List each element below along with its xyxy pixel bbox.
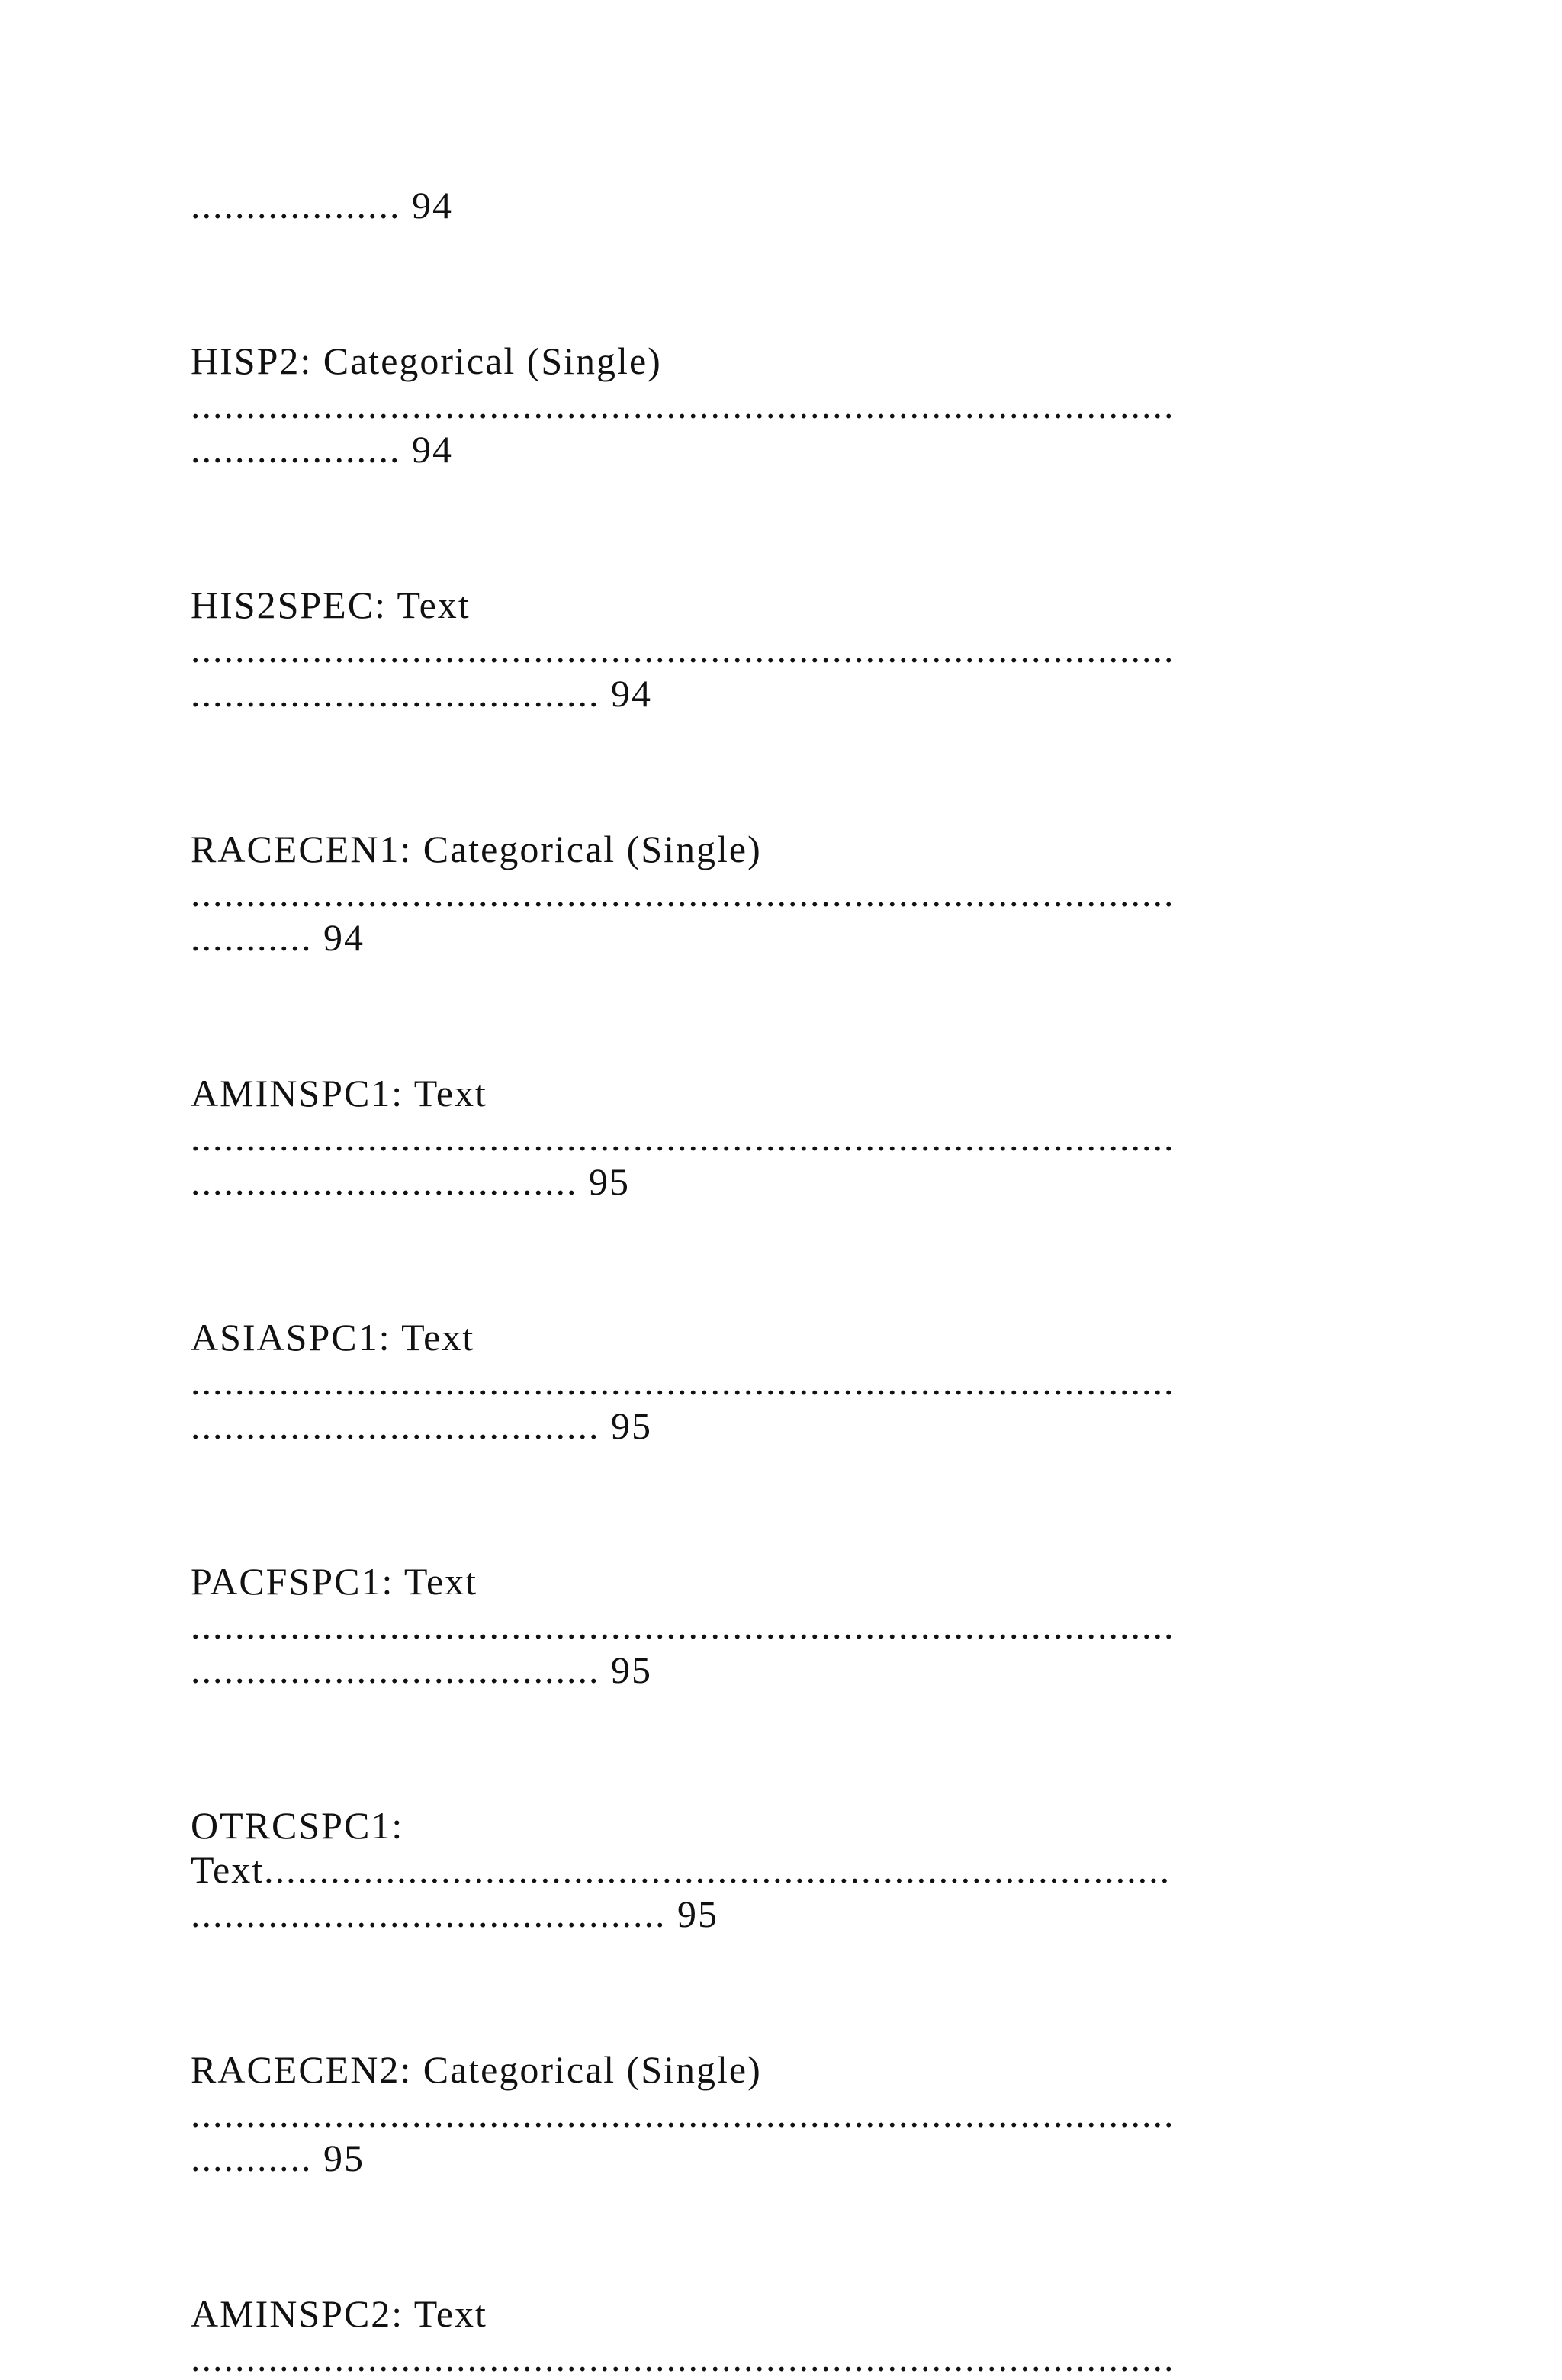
- toc-entry-title: AMINSPC1: Text: [191, 1072, 487, 1114]
- toc-spacer: [191, 1692, 1396, 1803]
- toc-entry-leader: .........................................................................................: [191, 384, 1175, 426]
- toc-entry-leader: .........................................................................................: [191, 1604, 1175, 1647]
- toc-entry-title: AMINSPC2: Text: [191, 2292, 487, 2335]
- toc-entry-leader: .........................................................................................: [191, 1116, 1175, 1159]
- toc-entry-page: ..................................... 94: [191, 672, 652, 715]
- toc-entry-page: ..................................... 95: [191, 1404, 652, 1447]
- toc-entry-title: ASIASPC1: Text: [191, 1316, 475, 1359]
- toc-entry-page: ........... 95: [191, 2137, 365, 2179]
- toc-entry-racecen2[interactable]: [191, 2047, 1396, 2180]
- toc-entry-page: ................................... 95: [191, 1160, 630, 1203]
- toc-entry-title: OTRCSPC1:: [191, 1804, 404, 1847]
- toc-spacer: [191, 716, 1396, 827]
- toc-entry-hisp2[interactable]: [191, 339, 1396, 471]
- toc-entry-aminspc1[interactable]: [191, 1071, 1396, 1204]
- toc-entry-page: ........... 94: [191, 916, 365, 959]
- toc-entry-title: RACECEN2: Categorical (Single): [191, 2048, 762, 2091]
- toc-entry-leader: .........................................................................................: [191, 872, 1175, 915]
- toc-spacer: [191, 1936, 1396, 2047]
- toc-entry-his2spec[interactable]: [191, 583, 1396, 716]
- toc-entry-leader: .........................................................................................: [191, 2337, 1175, 2379]
- toc-entry-leader: .........................................................................................: [191, 1360, 1175, 1403]
- toc-spacer: [191, 960, 1396, 1071]
- toc-entry-racecen1[interactable]: [191, 827, 1396, 960]
- toc-entry-page: ..................................... 95: [191, 1648, 652, 1691]
- toc-entry-page: ........................................... 95: [191, 1893, 718, 1935]
- toc-spacer: [191, 1204, 1396, 1315]
- toc-entry-leader: Text..................................................................................: [191, 1848, 1172, 1891]
- toc-entry-asiaspc1[interactable]: [191, 1315, 1396, 1448]
- toc-entry-title: RACECEN1: Categorical (Single): [191, 828, 762, 870]
- toc-spacer: [191, 2180, 1396, 2292]
- toc-continuation-line: ................... 94: [191, 184, 453, 227]
- toc-entry-leader: .........................................................................................: [191, 2092, 1175, 2135]
- toc-entry-otrcspc1[interactable]: [191, 1803, 1396, 1936]
- toc-entry-title: PACFSPC1: Text: [191, 1560, 478, 1603]
- toc-entry-title: HIS2SPEC: Text: [191, 584, 471, 626]
- toc-spacer: [191, 471, 1396, 583]
- toc-entry-pacfspc1[interactable]: [191, 1559, 1396, 1692]
- toc-spacer: [191, 227, 1396, 339]
- toc-spacer: [191, 1448, 1396, 1559]
- toc-entry-page: ................... 94: [191, 428, 453, 471]
- table-of-contents: [191, 183, 1396, 2380]
- toc-entry-title: HISP2: Categorical (Single): [191, 339, 662, 382]
- toc-entry-leader: .........................................................................................: [191, 628, 1175, 671]
- toc-entry-aminspc2[interactable]: [191, 2292, 1396, 2380]
